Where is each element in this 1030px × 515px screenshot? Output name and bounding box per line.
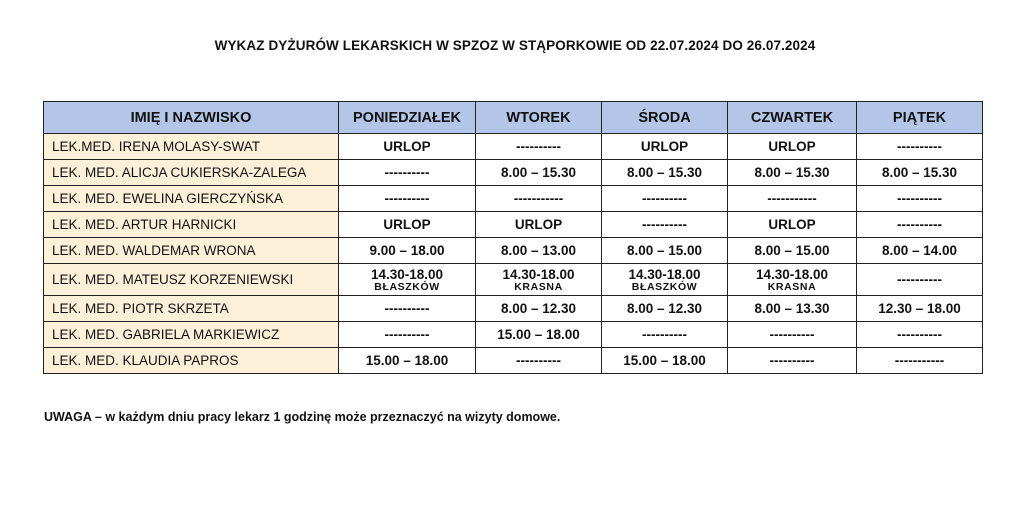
duty-hours: ---------- — [897, 217, 942, 232]
duty-hours: ----------- — [767, 191, 817, 206]
header-tuesday: WTOREK — [476, 102, 602, 134]
duty-hours: URLOP — [768, 217, 816, 232]
cell-monday — [339, 238, 476, 264]
cell-wednesday — [602, 348, 728, 374]
duty-location: KRASNA — [767, 280, 817, 293]
duty-hours: 8.00 – 15.30 — [500, 165, 577, 180]
document-title: WYKAZ DYŻURÓW LEKARSKICH W SPZOZ W STĄPORKOWIE OD 22.07.2024 DO 26.07.2024 — [214, 38, 816, 53]
duty-hours: URLOP — [383, 217, 431, 232]
duty-location: KRASNA — [514, 280, 563, 293]
cell-wednesday — [602, 322, 728, 348]
duty-hours: ---------- — [642, 217, 687, 232]
duty-hours: ---------- — [384, 191, 430, 206]
cell-friday — [857, 296, 983, 322]
cell-friday — [857, 348, 983, 374]
doctor-name: LEK. MED. MATEUSZ KORZENIEWSKI — [44, 264, 339, 296]
duty-hours: 8.00 – 12.30 — [626, 301, 703, 316]
duty-hours: ---------- — [384, 301, 430, 316]
duty-hours: 8.00 – 15.30 — [626, 165, 703, 180]
cell-wednesday — [602, 160, 728, 186]
cell-monday — [339, 348, 476, 374]
doctor-name: LEK.MED. IRENA MOLASY-SWAT — [44, 134, 339, 160]
cell-monday — [339, 160, 476, 186]
cell-friday — [857, 212, 983, 238]
cell-tuesday — [476, 212, 602, 238]
duty-hours: 8.00 – 12.30 — [500, 301, 577, 316]
table-row — [44, 186, 983, 212]
doctor-name: LEK. MED. GABRIELA MARKIEWICZ — [44, 322, 339, 348]
duty-hours: ----------- — [513, 191, 564, 206]
cell-monday — [339, 322, 476, 348]
table-row — [44, 212, 983, 238]
table-row — [44, 264, 983, 296]
table-row — [44, 322, 983, 348]
cell-thursday — [728, 264, 857, 296]
header-friday: PIĄTEK — [857, 102, 983, 134]
cell-friday — [857, 160, 983, 186]
header-row — [44, 102, 983, 134]
cell-wednesday — [602, 186, 728, 212]
cell-wednesday — [602, 134, 728, 160]
cell-friday — [857, 238, 983, 264]
cell-monday — [339, 264, 476, 296]
cell-wednesday — [602, 296, 728, 322]
duty-hours: ----------- — [894, 353, 945, 368]
duty-hours: ---------- — [516, 139, 561, 154]
duty-hours: URLOP — [768, 139, 816, 154]
duty-hours: ---------- — [897, 191, 942, 206]
header-thursday: CZWARTEK — [728, 102, 857, 134]
note-text: UWAGA – w każdym dniu pracy lekarz 1 godzinę może przeznaczyć na wizyty domowe. — [44, 410, 561, 424]
duty-hours: 14.30-18.00 — [502, 266, 575, 282]
cell-tuesday — [476, 134, 602, 160]
duty-hours: ---------- — [897, 139, 942, 154]
cell-thursday — [728, 186, 857, 212]
cell-wednesday — [602, 238, 728, 264]
table-row — [44, 238, 983, 264]
cell-monday — [339, 134, 476, 160]
duty-hours: 14.30-18.00 — [370, 266, 444, 282]
duty-hours: ---------- — [384, 327, 430, 342]
header-wednesday: ŚRODA — [602, 102, 728, 134]
cell-friday — [857, 134, 983, 160]
duty-hours: 8.00 – 15.00 — [626, 243, 703, 258]
duty-hours: ---------- — [516, 353, 561, 368]
duty-hours: ---------- — [897, 272, 942, 287]
cell-thursday — [728, 134, 857, 160]
cell-tuesday — [476, 348, 602, 374]
duty-hours: 15.00 – 18.00 — [365, 353, 449, 368]
duty-hours: URLOP — [383, 139, 431, 154]
duty-hours: 14.30-18.00 — [755, 266, 829, 282]
duty-hours: 8.00 – 13.00 — [500, 243, 577, 258]
duty-hours: ---------- — [384, 165, 430, 180]
duty-hours: 15.00 – 18.00 — [497, 327, 580, 342]
header-name: IMIĘ I NAZWISKO — [44, 102, 339, 134]
duty-hours: 8.00 – 15.00 — [754, 243, 830, 258]
duty-hours: ---------- — [642, 191, 687, 206]
duty-location: BŁASZKÓW — [631, 280, 698, 293]
cell-thursday — [728, 238, 857, 264]
duty-hours: ---------- — [769, 353, 815, 368]
cell-thursday — [728, 348, 857, 374]
duty-hours: 15.00 – 18.00 — [623, 353, 706, 368]
duty-hours: 14.30-18.00 — [628, 266, 701, 282]
cell-tuesday — [476, 160, 602, 186]
cell-thursday — [728, 296, 857, 322]
header-monday: PONIEDZIAŁEK — [339, 102, 476, 134]
table-row — [44, 160, 983, 186]
duty-hours: ---------- — [642, 327, 687, 342]
duty-hours: 8.00 – 15.30 — [881, 165, 958, 180]
duty-location: BŁASZKÓW — [374, 280, 440, 293]
duty-hours: 8.00 – 14.00 — [881, 243, 958, 258]
cell-monday — [339, 186, 476, 212]
cell-thursday — [728, 160, 857, 186]
cell-wednesday — [602, 212, 728, 238]
cell-friday — [857, 186, 983, 212]
duty-hours: 8.00 – 13.30 — [754, 301, 830, 316]
cell-thursday — [728, 322, 857, 348]
duty-hours: ---------- — [897, 327, 942, 342]
duty-hours: 12.30 – 18.00 — [878, 301, 961, 316]
duty-schedule-table — [43, 101, 983, 374]
table-row — [44, 134, 983, 160]
cell-monday — [339, 212, 476, 238]
doctor-name: LEK. MED. PIOTR SKRZETA — [44, 296, 339, 322]
cell-friday — [857, 322, 983, 348]
cell-tuesday — [476, 238, 602, 264]
doctor-name: LEK. MED. KLAUDIA PAPROS — [44, 348, 339, 374]
doctor-name: LEK. MED. EWELINA GIERCZYŃSKA — [44, 186, 339, 212]
cell-tuesday — [476, 264, 602, 296]
duty-hours: 9.00 – 18.00 — [369, 243, 445, 258]
cell-wednesday — [602, 264, 728, 296]
cell-friday — [857, 264, 983, 296]
doctor-name: LEK. MED. WALDEMAR WRONA — [44, 238, 339, 264]
doctor-name: LEK. MED. ARTUR HARNICKI — [44, 212, 339, 238]
cell-tuesday — [476, 186, 602, 212]
table-row — [44, 348, 983, 374]
doctor-name: LEK. MED. ALICJA CUKIERSKA-ZALEGA — [44, 160, 339, 186]
cell-tuesday — [476, 322, 602, 348]
cell-tuesday — [476, 296, 602, 322]
cell-monday — [339, 296, 476, 322]
duty-hours: URLOP — [514, 217, 563, 232]
table-row — [44, 296, 983, 322]
duty-hours: 8.00 – 15.30 — [754, 165, 830, 180]
duty-hours: URLOP — [640, 139, 689, 154]
duty-hours: ---------- — [769, 327, 815, 342]
cell-thursday — [728, 212, 857, 238]
